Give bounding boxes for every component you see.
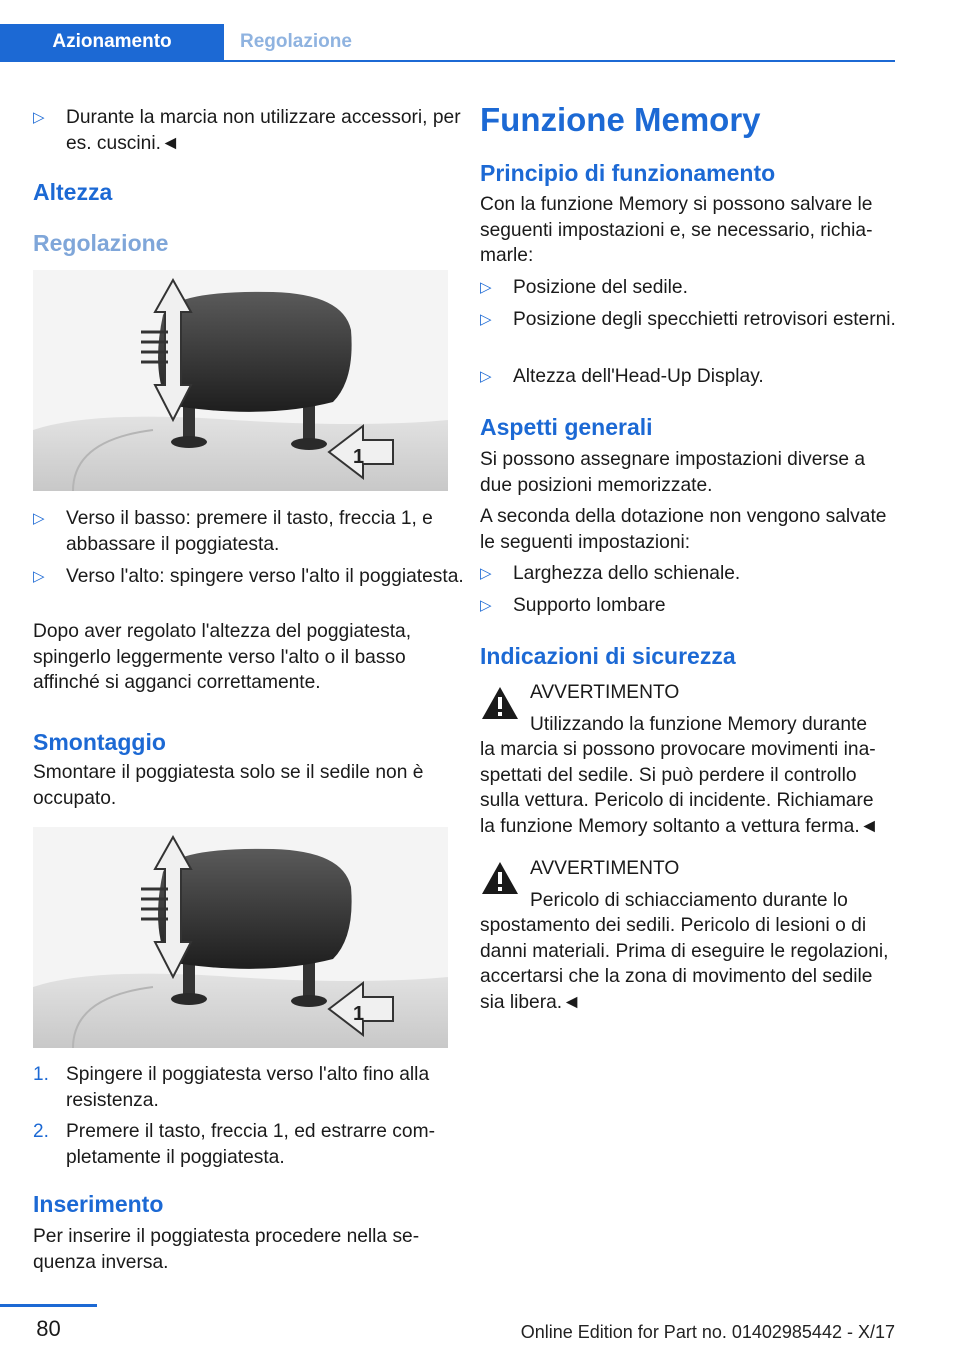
triangle-bullet-icon: ▷ xyxy=(480,311,492,328)
list-item xyxy=(33,1119,478,1170)
edition-label: Online Edition for Part no. 01402985442 - X/17 xyxy=(520,1322,895,1342)
bullet-text: Larghezza dello schienale. xyxy=(513,563,741,584)
list-item xyxy=(480,561,923,587)
heading-aspetti-generali: Aspetti generali xyxy=(480,414,653,440)
heading-sicurezza: Indicazioni di sicurezza xyxy=(480,643,736,669)
warning-text: la marcia si possono provocare movimenti inaspettati del sedile. Si può perdere il controllo sulla vettura. Pericolo di incidente. Richiamare la funzione Memory soltanto a vettura ferma.◄ xyxy=(480,739,879,837)
step-number: 2. xyxy=(33,1121,49,1142)
paragraph: Si possono assegnare impostazioni diverse a due posizioni memorizzate. xyxy=(480,449,866,496)
triangle-bullet-icon: ▷ xyxy=(33,568,45,585)
step-number: 1. xyxy=(33,1064,49,1085)
headrest-illustration xyxy=(33,827,448,1048)
footer-rule xyxy=(0,1304,97,1307)
tab-regolazione[interactable]: Regolazione xyxy=(240,31,352,52)
headrest-illustration xyxy=(33,270,448,491)
warning-title: AVVERTIMENTO xyxy=(530,858,680,879)
bullet-text: Verso l'alto: spingere verso l'alto il poggiatesta. xyxy=(66,566,464,587)
paragraph: Per inserire il poggiatesta procedere nella sequenza inversa. xyxy=(33,1226,420,1273)
callout-label: 1 xyxy=(353,446,365,468)
paragraph: Con la funzione Memory si possono salvare le seguenti impostazioni e, se necessario, richiamarle: xyxy=(480,194,873,266)
headrest-removal-figure xyxy=(33,827,448,1048)
heading-smontaggio: Smontaggio xyxy=(33,729,166,755)
bullet-text: Supporto lombare xyxy=(513,595,666,616)
warning-triangle-icon xyxy=(480,860,520,896)
heading-funzione-memory: Funzione Memory xyxy=(480,101,761,138)
warning-text: spostamento dei sedili. Pericolo di lesioni o di danni materiali. Prima di eseguire le regolazioni, accertarsi che la zona di movimento del sedile sia libera.◄ xyxy=(480,915,889,1013)
list-item xyxy=(33,105,476,156)
triangle-bullet-icon: ▷ xyxy=(33,510,45,527)
list-item xyxy=(33,506,476,557)
list-item xyxy=(480,307,923,333)
list-item xyxy=(33,564,476,590)
heading-regolazione: Regolazione xyxy=(33,230,169,256)
warning-first-line: Pericolo di schiacciamento durante lo xyxy=(530,890,848,911)
list-item xyxy=(33,1062,478,1113)
triangle-bullet-icon: ▷ xyxy=(480,368,492,385)
bullet-text: Altezza dell'Head-Up Display. xyxy=(513,366,764,387)
bullet-text: Posizione degli specchietti retrovisori esterni. xyxy=(513,309,896,330)
heading-altezza: Altezza xyxy=(33,179,113,205)
step-text: Spingere il poggiatesta verso l'alto fino alla resistenza. xyxy=(66,1064,430,1111)
triangle-bullet-icon: ▷ xyxy=(480,597,492,614)
warning-first-line: Utilizzando la funzione Memory durante xyxy=(530,714,868,735)
warning-triangle-icon xyxy=(480,685,520,721)
heading-principio: Principio di funzionamento xyxy=(480,160,776,186)
bullet-text: Verso il basso: premere il tasto, freccia 1, e abbassare il poggiatesta. xyxy=(66,508,433,555)
bullet-text: Posizione del sedile. xyxy=(513,277,688,298)
header-tabs xyxy=(0,24,895,62)
paragraph: Dopo aver regolato l'altezza del poggiatesta, spingerlo leggermente verso l'alto o il basso affinché si agganci correttamente. xyxy=(33,621,412,693)
warning-title: AVVERTIMENTO xyxy=(530,682,680,703)
triangle-bullet-icon: ▷ xyxy=(33,109,45,126)
bullet-text: Durante la marcia non utilizzare accessori, per es. cuscini.◄ xyxy=(66,107,461,154)
list-item xyxy=(480,275,923,301)
triangle-bullet-icon: ▷ xyxy=(480,279,492,296)
paragraph: A seconda della dotazione non vengono salvate le seguenti impostazioni: xyxy=(480,506,887,553)
step-text: Premere il tasto, freccia 1, ed estrarre completamente il poggiatesta. xyxy=(66,1121,435,1168)
heading-inserimento: Inserimento xyxy=(33,1191,164,1217)
callout-label: 1 xyxy=(353,1003,365,1025)
headrest-height-figure xyxy=(33,270,448,491)
tab-azionamento[interactable]: Azionamento xyxy=(0,24,224,60)
list-item xyxy=(480,593,923,619)
list-item xyxy=(480,364,923,390)
header-rule xyxy=(0,60,895,62)
page-number: 80 xyxy=(36,1316,61,1341)
triangle-bullet-icon: ▷ xyxy=(480,565,492,582)
paragraph: Smontare il poggiatesta solo se il sedile non è occupato. xyxy=(33,762,424,809)
